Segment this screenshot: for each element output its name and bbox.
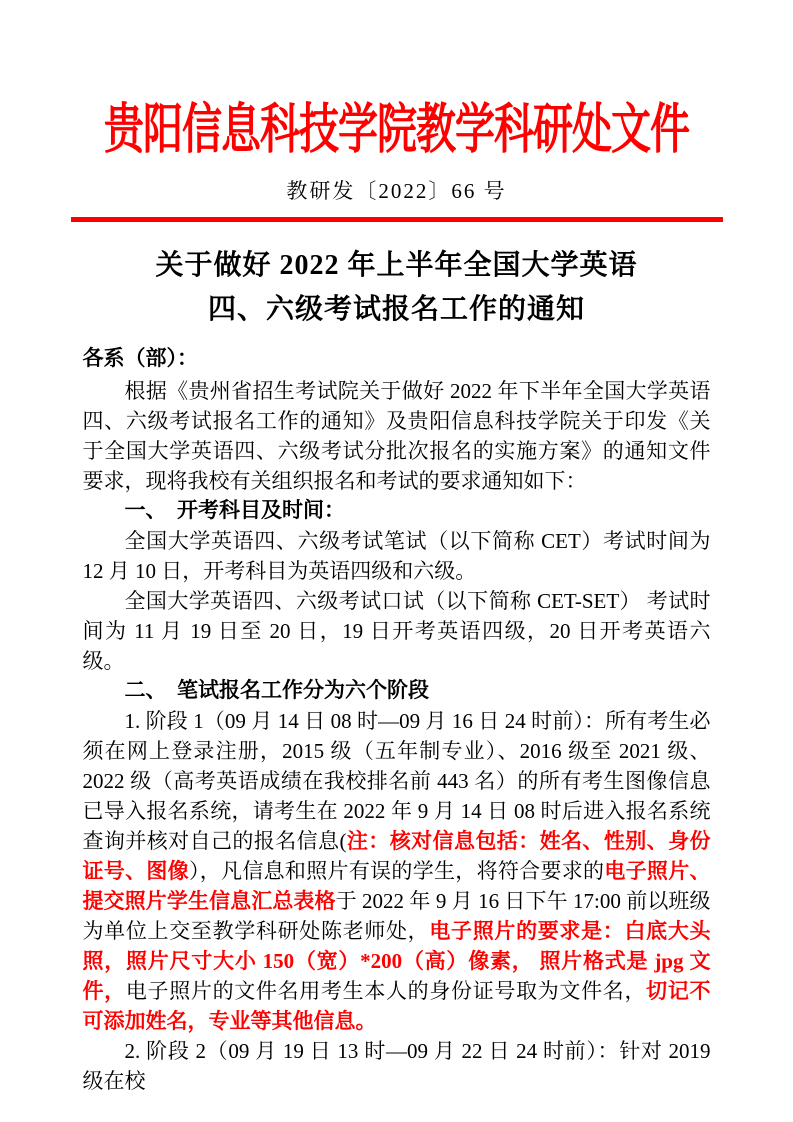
- body-text: 2. 阶段 2（09 月 19 日 13 时—09 月 22 日 24 时前）：针对 2019 级在校: [82, 1039, 711, 1093]
- emphasis-red-text: 切记不可添加姓名，专业等其他信息。: [82, 979, 711, 1033]
- body-text: 二、 笔试报名工作分为六个阶段: [124, 679, 429, 702]
- paragraph: [83, 586, 711, 676]
- body-text: 一、 开考科目及时间：: [124, 499, 345, 522]
- document-title-line-2: 四、六级考试报名工作的通知: [207, 294, 585, 325]
- paragraph: [83, 1036, 711, 1096]
- emphasis-red-text: 注：核对信息包括：姓名、性别、身份证号、图像: [82, 829, 711, 883]
- paragraph: [83, 526, 711, 586]
- body-text: 于 2022 年 9 月 16 日下午 17:00 前以班级为单位上交至教学科研处陈老师处，: [82, 889, 711, 943]
- body-text: 1. 阶段 1（09 月 14 日 08 时—09 月 16 日 24 时前）：所有考生必须在网上登录注册，2015 级（五年制专业）、2016 级至 2021 级、2022 级（高考英语成绩在我校排名前 443 名）的所有考生图像信息已导入报名系统，请考生在 2022 年 9 月 14 日 08 时后进入报名系统查询并核对自己的报名信息(: [82, 709, 711, 853]
- body-text: 根据《贵州省招生考试院关于做好 2022 年下半年全国大学英语四、六级考试报名工作的通知》及贵阳信息科技学院关于印发《关于全国大学英语四、六级考试分批次报名的实施方案》的通知文件要求，现将我校有关组织报名和考试的要求通知如下：: [82, 379, 711, 493]
- emphasis-red-text: 电子照片、提交照片学生信息汇总表格: [82, 859, 711, 913]
- body-text: 全国大学英语四、六级考试笔试（以下简称 CET）考试时间为 12 月 10 日，开考科目为英语四级和六级。: [82, 529, 711, 583]
- document-number: 教研发〔2022〕66 号: [286, 179, 507, 203]
- emphasis-red-text: 电子照片的要求是：白底大头照，照片尺寸大小 150（宽）*200（高）像素， 照片格式是 jpg 文件，: [82, 919, 711, 1003]
- section-heading: [83, 676, 711, 706]
- salutation: 各系（部）：: [82, 347, 198, 370]
- paragraph: [83, 376, 711, 496]
- body-text: ），凡信息和照片有误的学生，将符合要求的: [188, 859, 605, 883]
- body-text: 全国大学英语四、六级考试口试（以下简称 CET-SET） 考试时间为 11 月 19 日至 20 日，19 日开考英语四级，20 日开考英语六级。: [82, 589, 711, 673]
- red-header-divider: [71, 217, 723, 222]
- paragraph: [83, 706, 711, 1036]
- body-paragraphs: [83, 376, 711, 1096]
- document-title-line-1: 关于做好 2022 年上半年全国大学英语: [155, 250, 638, 281]
- document-title: [0, 244, 793, 332]
- body-text: 电子照片的文件名用考生本人的身份证号取为文件名，: [125, 979, 647, 1003]
- agency-red-header-title: 贵阳信息科技学院教学科研处文件: [104, 98, 689, 160]
- section-heading: [83, 496, 711, 526]
- document-body: [83, 342, 711, 1096]
